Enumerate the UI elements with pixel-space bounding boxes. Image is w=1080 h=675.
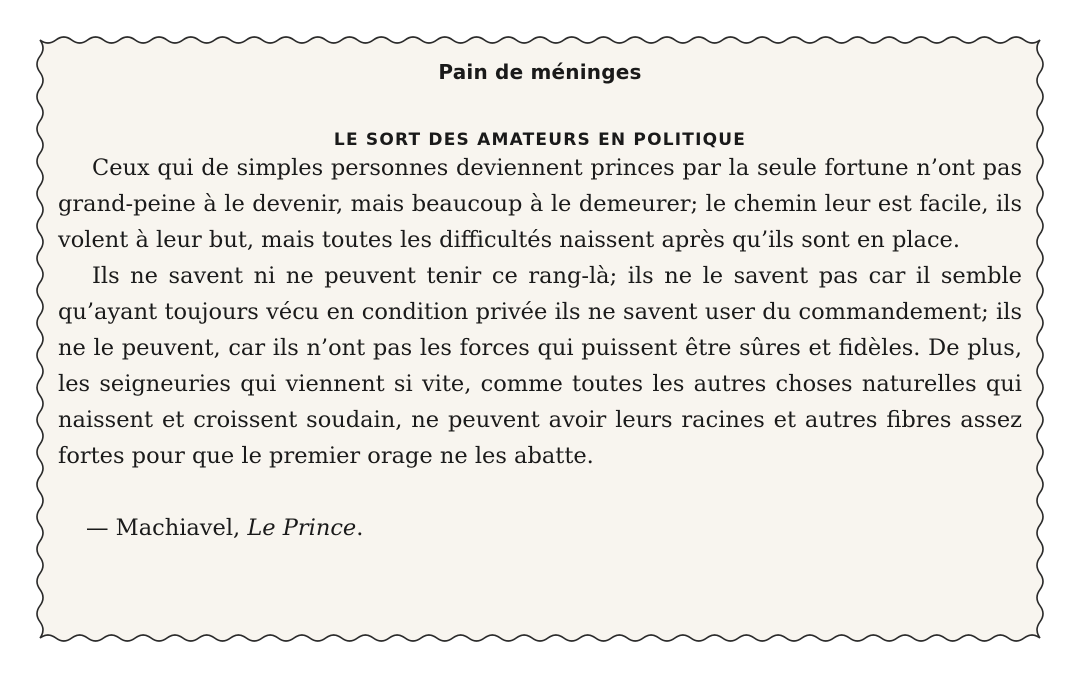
attribution bbox=[58, 510, 1022, 546]
card-title: Pain de méninges bbox=[438, 60, 642, 84]
attribution-end: . bbox=[356, 515, 364, 541]
article-body bbox=[58, 150, 1022, 474]
work-title: Le Prince bbox=[247, 515, 357, 541]
paragraph-2: Ils ne savent ni ne peuvent tenir ce rang-là; ils ne le savent pas car il semble qu’ayant toujours vécu en condition privée ils ne savent user du commandement; ils ne le peuvent, car ils n’ont pas les forces qui puissent être sûres et fidèles. De plus, les seigneuries qui viennent si vite, comme toutes les autres choses naturelles qui naissent et croissent soudain, ne peuvent avoir leurs racines et autres fibres assez fortes pour que le premier orage ne les abatte. bbox=[58, 263, 1022, 469]
author: — Machiavel, bbox=[86, 515, 241, 541]
quote-card bbox=[58, 50, 1022, 650]
paragraph-1: Ceux qui de simples personnes deviennent princes par la seule fortune n’ont pas grand-peine à le devenir, mais beaucoup à le demeurer; le chemin leur est facile, ils volent à leur but, mais toutes les difficultés naissent après qu’ils sont en place. bbox=[58, 155, 1022, 253]
article-heading: LE SORT DES AMATEURS EN POLITIQUE bbox=[333, 130, 747, 150]
